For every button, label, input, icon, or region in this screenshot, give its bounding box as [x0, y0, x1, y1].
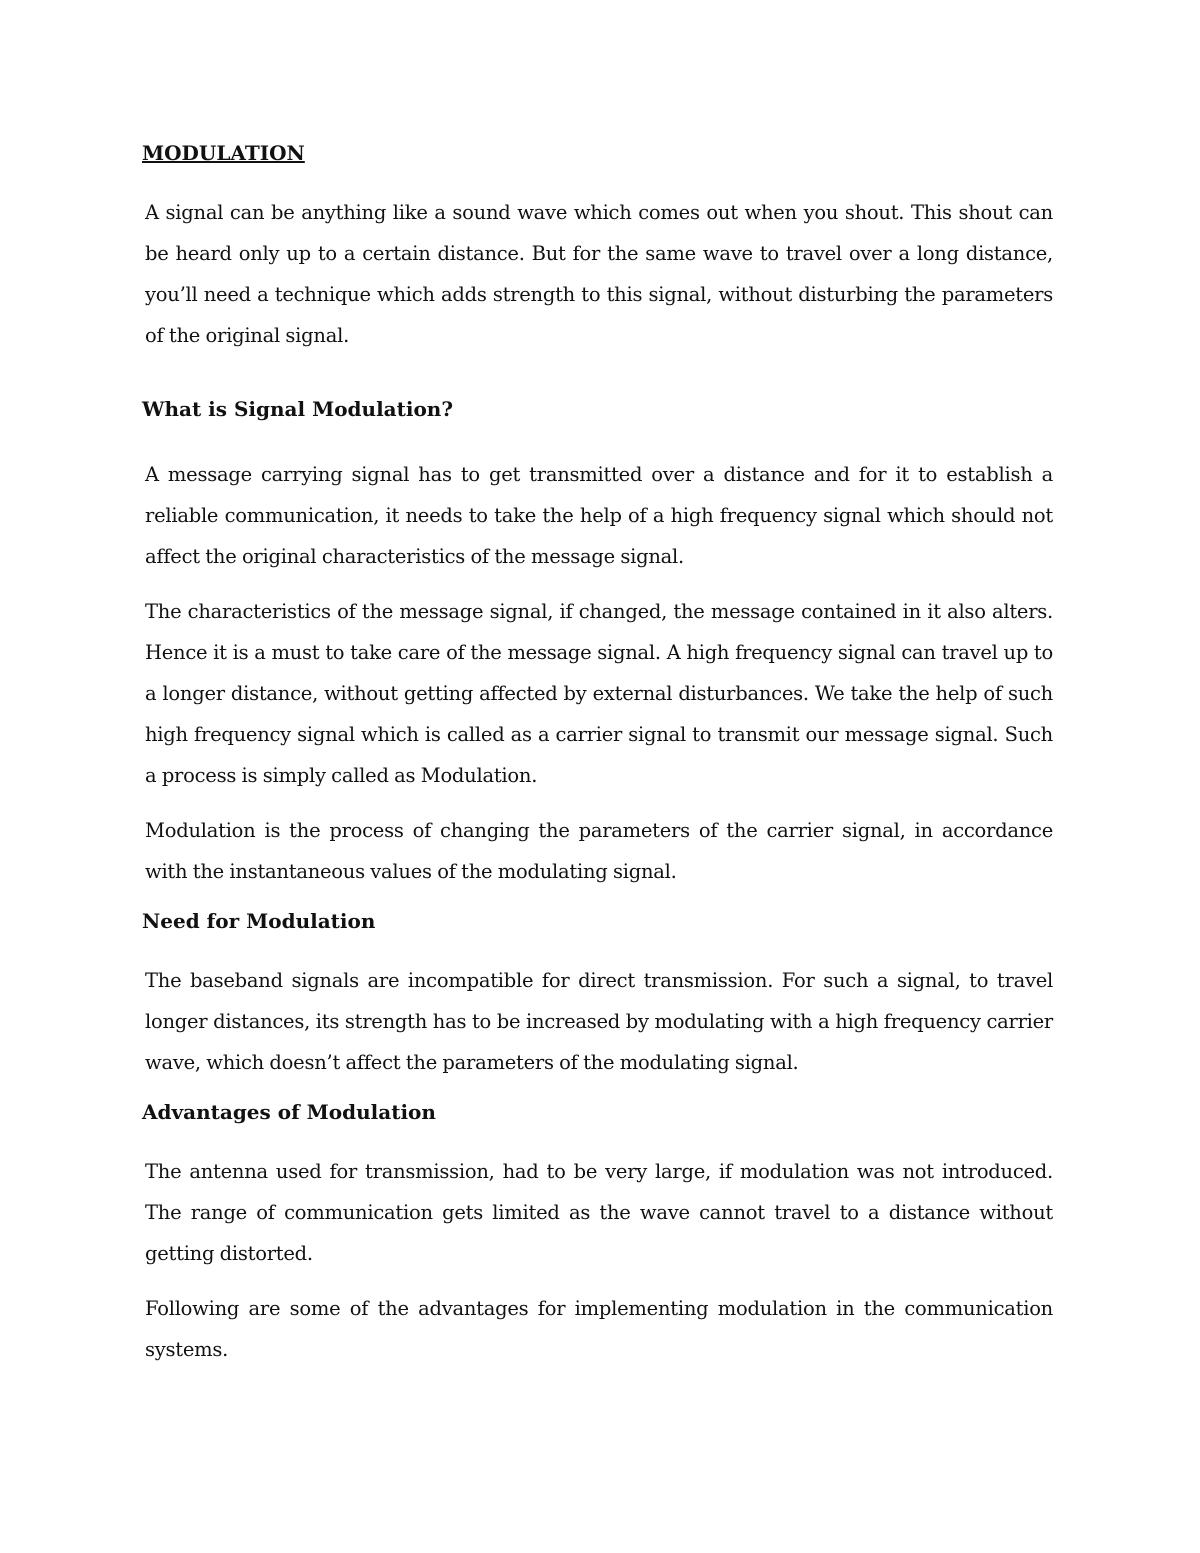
paragraph: A message carrying signal has to get transmitted over a distance and for it to establish a reliable communication, it needs to take the help of a high frequency signal which should not affect the original characteristics of the message signal.: [145, 463, 1053, 568]
document-title: MODULATION: [142, 141, 305, 165]
intro-paragraph: A signal can be anything like a sound wave which comes out when you shout. This shout can be heard only up to a certain distance. But for the same wave to travel over a long distance, you’ll need a technique which adds strength to this signal, without disturbing the parameters of the original signal.: [145, 201, 1053, 347]
section-heading-advantages-of-modulation: Advantages of Modulation: [142, 1100, 436, 1124]
document-body: [142, 138, 1053, 1384]
paragraph: The characteristics of the message signal, if changed, the message contained in it also alters. Hence it is a must to take care of the message signal. A high frequency signal can travel up to a longer distance, without getting affected by external disturbances. We take the help of such high frequency signal which is called as a carrier signal to transmit our message signal. Such a process is simply called as Modulation.: [145, 600, 1053, 787]
paragraph: Following are some of the advantages for implementing modulation in the communication systems.: [145, 1297, 1053, 1361]
section-heading-signal-modulation: What is Signal Modulation?: [142, 397, 454, 421]
paragraph: Modulation is the process of changing the parameters of the carrier signal, in accordance with the instantaneous values of the modulating signal.: [145, 819, 1053, 883]
section-heading-need-for-modulation: Need for Modulation: [142, 909, 376, 933]
paragraph: The antenna used for transmission, had to be very large, if modulation was not introduced. The range of communication gets limited as the wave cannot travel to a distance without getting distorted.: [145, 1160, 1053, 1265]
paragraph: The baseband signals are incompatible for direct transmission. For such a signal, to travel longer distances, its strength has to be increased by modulating with a high frequency carrier wave, which doesn’t affect the parameters of the modulating signal.: [145, 969, 1053, 1074]
